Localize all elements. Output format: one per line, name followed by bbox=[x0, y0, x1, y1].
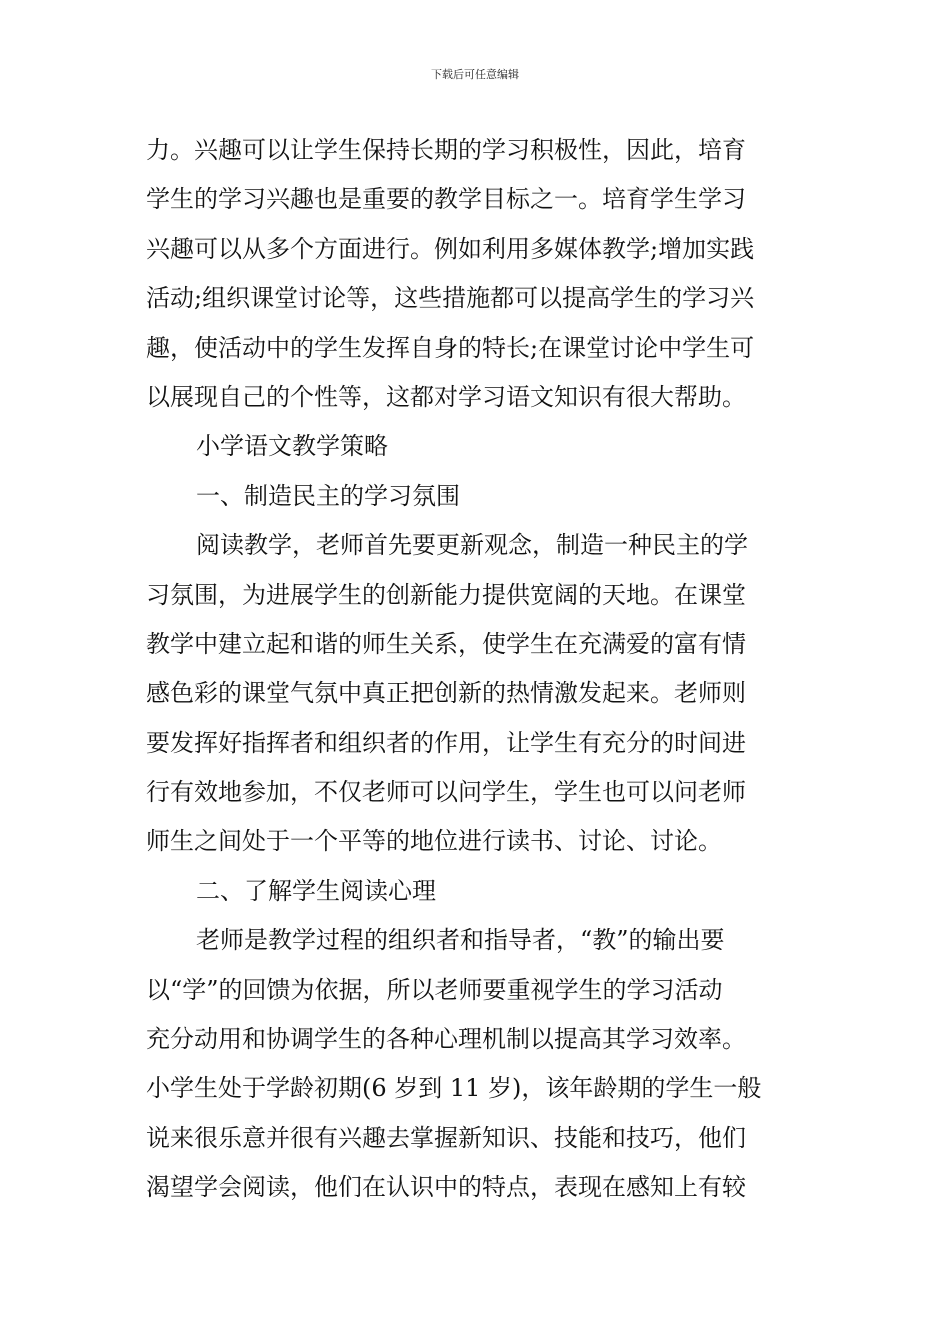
text-line: 小学生处于学龄初期(6 岁到 11 岁)，该年龄期的学生一般 bbox=[146, 1074, 762, 1103]
text-line: 以“学”的回馈为依据，所以老师要重视学生的学习活动 bbox=[146, 975, 723, 1004]
text-line: 兴趣可以从多个方面进行。例如利用多媒体教学;增加实践 bbox=[146, 234, 755, 263]
text-line: 一、制造民主的学习氛围 bbox=[196, 481, 460, 510]
text-line: 二、了解学生阅读心理 bbox=[196, 876, 436, 905]
text-line: 老师是教学过程的组织者和指导者，“教”的输出要 bbox=[196, 926, 725, 955]
text-line: 师生之间处于一个平等的地位进行读书、讨论、讨论。 bbox=[146, 827, 722, 856]
text-line: 感色彩的课堂气氛中真正把创新的热情激发起来。老师则 bbox=[146, 679, 746, 708]
text-line: 以展现自己的个性等，这都对学习语文知识有很大帮助。 bbox=[146, 382, 746, 411]
text-line: 学生的学习兴趣也是重要的教学目标之一。培育学生学习 bbox=[146, 185, 746, 214]
text-line: 渴望学会阅读，他们在认识中的特点，表现在感知上有较 bbox=[146, 1173, 746, 1202]
text-line: 趣，使活动中的学生发挥自身的特长;在课堂讨论中学生可 bbox=[146, 333, 755, 362]
text-line: 小学语文教学策略 bbox=[196, 432, 388, 461]
text-line: 教学中建立起和谐的师生关系，使学生在充满爱的富有情 bbox=[146, 629, 746, 658]
body-text bbox=[146, 126, 808, 1213]
text-line: 要发挥好指挥者和组织者的作用，让学生有充分的时间进 bbox=[146, 728, 746, 757]
text-line: 习氛围，为进展学生的创新能力提供宽阔的天地。在课堂 bbox=[146, 580, 746, 609]
text-line: 行有效地参加，不仅老师可以问学生，学生也可以问老师 bbox=[146, 778, 746, 807]
page-header: 下载后可任意编辑 bbox=[431, 68, 519, 81]
text-line: 阅读教学，老师首先要更新观念，制造一种民主的学 bbox=[196, 531, 748, 560]
text-line: 活动;组织课堂讨论等，这些措施都可以提高学生的学习兴 bbox=[146, 284, 755, 313]
text-line: 充分动用和协调学生的各种心理机制以提高其学习效率。 bbox=[146, 1025, 746, 1054]
text-line: 力。兴趣可以让学生保持长期的学习积极性，因此，培育 bbox=[146, 136, 746, 164]
text-line: 说来很乐意并很有兴趣去掌握新知识、技能和技巧，他们 bbox=[146, 1123, 746, 1152]
